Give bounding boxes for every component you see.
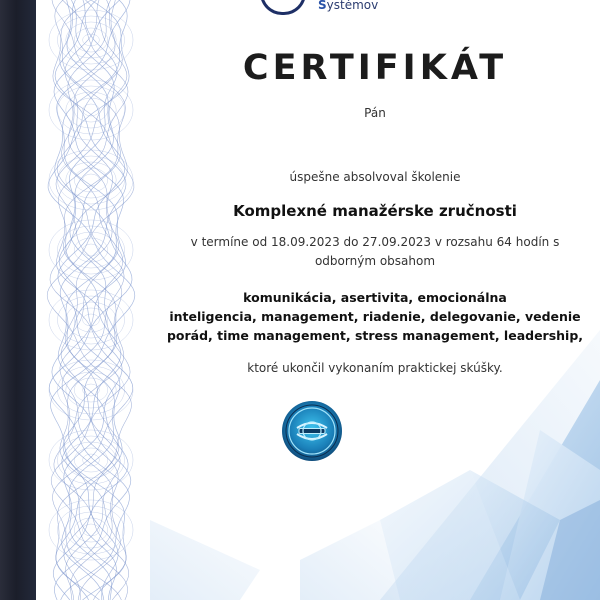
guilloche-rosette xyxy=(66,22,116,58)
guilloche-rosette xyxy=(74,448,108,472)
company-logo-rest: ystémov xyxy=(326,0,379,12)
guilloche-rosette xyxy=(49,80,133,140)
course-topics-line-2: inteligencia, management, riadenie, delegovanie, vedenie xyxy=(169,309,581,324)
course-dates xyxy=(150,233,600,271)
course-topics xyxy=(150,288,600,345)
guilloche-pattern xyxy=(36,0,146,600)
guilloche-rosette xyxy=(83,384,100,396)
guilloche-rosette xyxy=(49,500,133,560)
logo-ring xyxy=(260,0,306,15)
course-topics-line-1: komunikácia, asertivita, emocionálna xyxy=(243,290,507,305)
guilloche-rosette xyxy=(66,512,116,548)
recipient-salutation: Pán xyxy=(364,106,386,120)
guilloche-rosette xyxy=(49,220,133,280)
guilloche-rosette xyxy=(66,442,116,478)
guilloche-rosette xyxy=(57,86,124,134)
course-name: Komplexné manažérske zručnosti xyxy=(233,202,517,220)
company-logo-text xyxy=(318,0,378,12)
guilloche-rosette xyxy=(83,244,100,256)
guilloche-rosette xyxy=(57,156,124,204)
guilloche-rosette xyxy=(74,98,108,122)
completion-statement: úspešne absolvoval školenie xyxy=(289,170,461,184)
certification-seal-icon xyxy=(281,400,343,462)
guilloche-rosette xyxy=(83,314,100,326)
guilloche-rosette xyxy=(66,302,116,338)
guilloche-rosette xyxy=(66,232,116,268)
guilloche-rosette xyxy=(66,372,116,408)
guilloche-rosette xyxy=(83,174,100,186)
guilloche-rosette xyxy=(49,360,133,420)
company-logo-accent: S xyxy=(318,0,327,12)
course-dates-line-2: odborným obsahom xyxy=(314,254,436,268)
certificate-title: CERTIFIKÁT xyxy=(242,48,508,88)
company-logo-icon xyxy=(260,0,379,16)
guilloche-rosette xyxy=(74,28,108,52)
course-dates-line-1: v termíne od 18.09.2023 do 27.09.2023 v rozsahu 64 hodín s xyxy=(190,235,560,249)
guilloche-rosette xyxy=(83,454,100,466)
left-dark-border xyxy=(0,0,36,600)
closing-statement: ktoré ukončil vykonaním praktickej skúšky. xyxy=(247,361,503,375)
guilloche-rosette xyxy=(74,168,108,192)
guilloche-rosette xyxy=(74,378,108,402)
course-topics-line-3: porád, time management, stress management, leadership, xyxy=(166,328,584,343)
guilloche-rosette xyxy=(66,162,116,198)
